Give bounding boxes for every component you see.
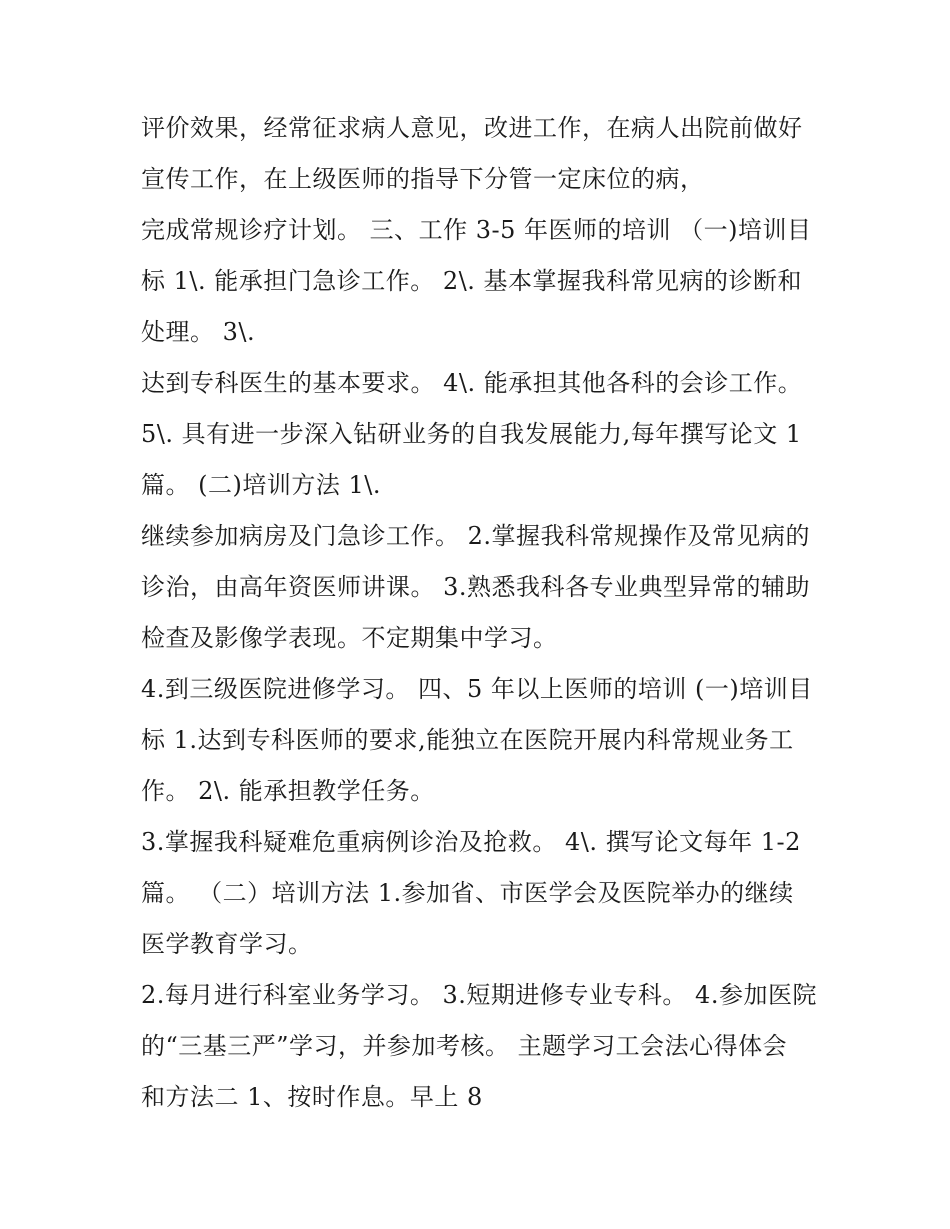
text-line: 诊治，由高年资医师讲课。 3.熟悉我科各专业典型异常的辅助 [141,573,811,601]
text-line: 处理。 3\. [141,318,256,346]
text-line: 4.到三级医院进修学习。 四、5 年以上医师的培训 (一)培训目 [141,675,813,703]
text-line: 评价效果，经常征求病人意见，改进工作，在病人出院前做好 [141,114,803,142]
text-line: 继续参加病房及门急诊工作。 2.掌握我科常规操作及常见病的 [141,522,811,550]
text-line: 篇。 （二）培训方法 1.参加省、市医学会及医院举办的继续 [141,879,794,907]
text-line: 医学教育学习。 [141,930,313,958]
text-line: 检查及影像学表现。不定期集中学习。 [141,624,558,652]
text-line: 标 1.达到专科医师的要求,能独立在医院开展内科常规业务工 [141,726,794,754]
text-line: 篇。 (二)培训方法 1\. [141,471,381,499]
text-line: 2.每月进行科室业务学习。 3.短期进修专业专科。 4.参加医院 [141,981,817,1009]
text-line: 3.掌握我科疑难危重病例诊治及抢救。 4\. 撰写论文每年 1-2 [141,828,801,856]
text-line: 宣传工作，在上级医师的指导下分管一定床位的病， [141,165,705,193]
text-line: 和方法二 1、按时作息。早上 8 [141,1083,483,1111]
body-text [141,103,841,1123]
text-line: 作。 2\. 能承担教学任务。 [141,777,435,805]
text-line: 标 1\. 能承担门急诊工作。 2\. 基本掌握我科常见病的诊断和 [141,267,802,295]
text-line: 的“三基三严”学习，并参加考核。 主题学习工会法心得体会 [141,1032,788,1060]
text-line: 5\. 具有进一步深入钻研业务的自我发展能力,每年撰写论文 1 [141,420,802,448]
text-line: 达到专科医生的基本要求。 4\. 能承担其他各科的会诊工作。 [141,369,803,397]
text-line: 完成常规诊疗计划。 三、工作 3-5 年医师的培训 （一)培训目 [141,216,812,244]
